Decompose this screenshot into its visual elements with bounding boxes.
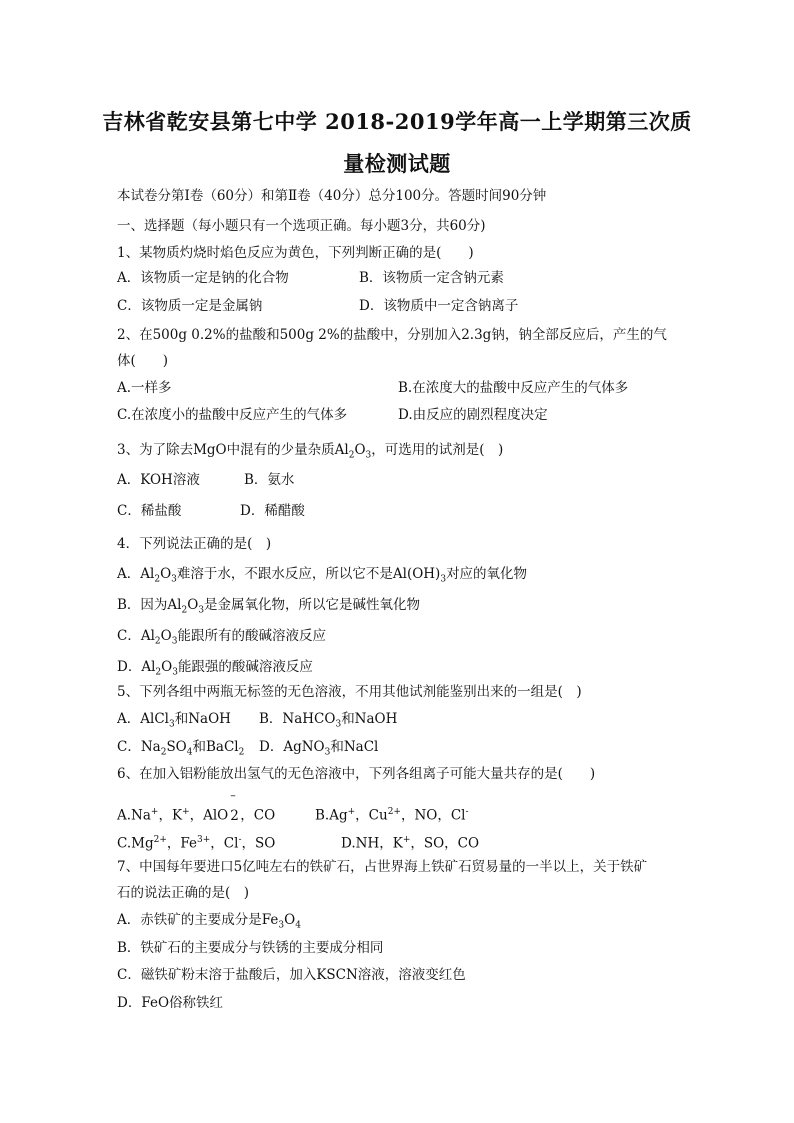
question-4-option-a: A．$Al_2O_3$难溶于水，不跟水反应，所以它不是$Al(OH)_3$对应的氧化物 [117,566,528,585]
exam-title-line1: 吉林省乾安县第七中学 2018-2019学年高一上学期第三次质 [102,109,692,134]
question-5-stem: 5、下列各组中两瓶无标签的无色溶液，不用其他试剂能鉴别出来的一组是( ) [117,684,582,700]
exam-intro: 本试卷分第Ⅰ卷（60分）和第Ⅱ卷（40分）总分100分。答题时间90分钟 [117,188,547,204]
section-heading: 一、选择题（每小题只有一个选项正确。每小题3分，共60分) [117,218,486,234]
question-7-option-c: C．磁铁矿粉末溶于盐酸后，加入KSCN溶液，溶液变红色 [117,967,466,983]
question-6-option-c: $C.Mg^{2+}$，$Fe^{3+}$，Cl-，SO [117,835,276,852]
question-2-option-d: D.由反应的剧烈程度决定 [398,407,548,423]
question-5-option-c: C．$Na_2SO_4$和BaCl$_2$ [117,739,245,758]
question-5-option-d: D．AgNO$_3$和NaCl [259,739,379,758]
question-6-stem: 6、在加入铝粉能放出氢气的无色溶液中，下列各组离子可能大量共存的是( ) [117,766,596,782]
aluminate-subscript: 2 [230,807,239,824]
question-6-option-a: A.Na+，K+，AlO – 2，CO [117,788,276,824]
question-7-stem-line1: 7、中国每年要进口5亿吨左右的铁矿石，占世界海上铁矿石贸易量的一半以上，关于铁矿 [117,859,648,875]
question-2-option-a: A.一样多 [117,380,172,396]
question-1-option-c: C．该物质一定是金属钠 [117,298,263,314]
question-7-option-a: A．赤铁矿的主要成分是$Fe_3O_4$ [117,912,301,931]
question-1-option-b: B．该物质一定含钠元素 [359,270,504,286]
question-3-option-b: B．氨水 [244,472,295,488]
question-3-option-a: A．KOH溶液 [117,472,200,488]
question-1-option-d: D．该物质中一定含钠离子 [359,298,519,314]
exam-title-line2: 量检测试题 [343,151,451,176]
question-4-option-b: B．因为$Al_2O_3$是金属氧化物，所以它是碱性氧化物 [117,597,421,616]
question-2-stem-line2: 体( ) [117,353,169,369]
question-3-stem: 3、为了除去MgO中混有的少量杂质$Al_2O_3$，可选用的试剂是( ) [117,442,504,461]
question-2-option-c: C.在浓度小的盐酸中反应产生的气体多 [117,407,348,423]
question-7-stem-line2: 石的说法正确的是( ) [117,885,250,901]
question-1-option-a: A．该物质一定是钠的化合物 [117,270,289,286]
question-7-option-d: D．FeO俗称铁红 [117,995,224,1011]
question-1-stem: 1、某物质灼烧时焰色反应为黄色，下列判断正确的是( ) [117,245,474,261]
question-6-option-d: D.NH，K+，SO，CO [341,835,480,852]
aluminate-charge-mark: – [230,788,236,802]
question-2-option-b: B.在浓度大的盐酸中反应产生的气体多 [398,380,629,396]
question-2-stem-line1: 2、在500g 0.2%的盐酸和500g 2%的盐酸中，分别加入2.3g钠，钠全部反应后，产生的气 [117,327,667,343]
question-6-option-b: B.Ag+，$Cu^{2+}$，NO，Cl- [315,807,469,824]
question-7-option-b: B．铁矿石的主要成分与铁锈的主要成分相同 [117,940,384,956]
question-5-option-b: B．NaHCO$_3$和NaOH [259,711,398,730]
question-4-option-d: D．$Al_2O_3$能跟强的酸碱溶液反应 [117,659,313,678]
question-4-stem: 4．下列说法正确的是( ) [117,536,272,552]
question-3-option-c: C．稀盐酸 [117,503,182,519]
question-4-option-c: C．$Al_2O_3$能跟所有的酸碱溶液反应 [117,628,326,647]
question-5-option-a: A．AlCl$_3$和NaOH [117,711,231,730]
question-3-option-d: D．稀醋酸 [240,503,305,519]
